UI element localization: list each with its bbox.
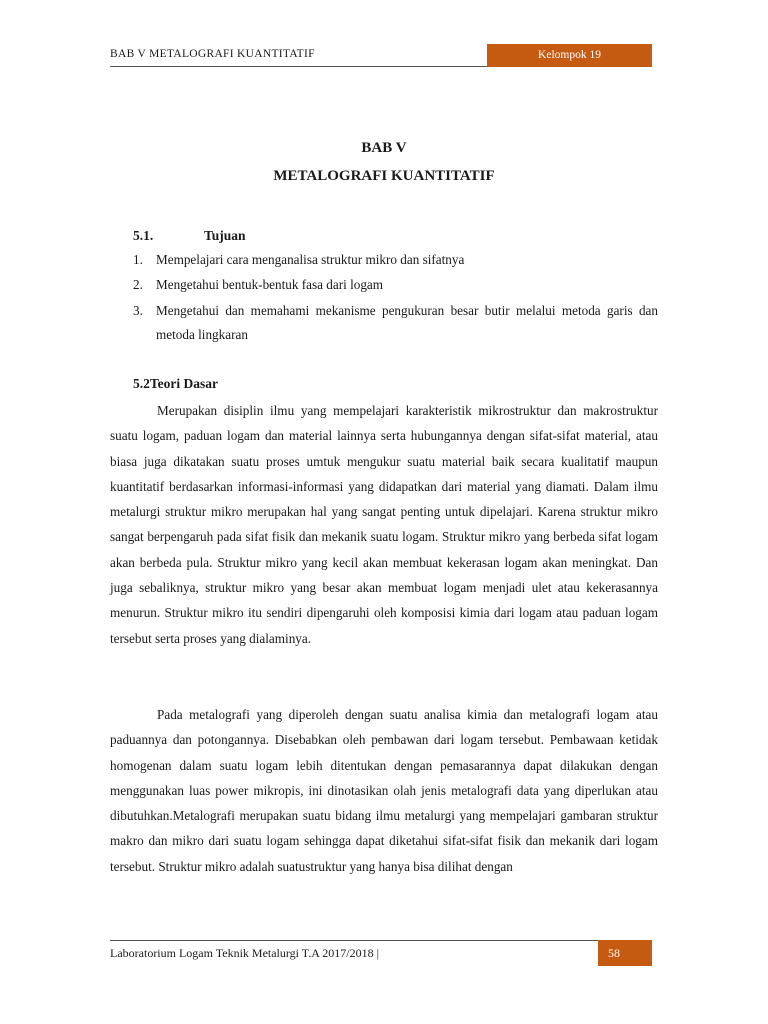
footer-divider [110,940,598,941]
chapter-number: BAB V [361,140,407,156]
page-header [110,44,652,68]
body-paragraph: Merupakan disiplin ilmu yang mempelajari karakteristik mikrostruktur dan makrostruktur suatu logam, paduan logam dan material lainnya serta hubungannya dengan sifat-sifat material, atau biasa juga dikatakan suatu proses umtuk mengukur suatu material baik secara kualitatif maupun kuantitatif berdasarkan informasi-informasi yang didapatkan dari material yang diamati. Dalam ilmu metalurgi struktur mikro merupakan hal yang sangat penting untuk dipelajari. Karena struktur mikro sangat berpengaruh pada sifat fisik dan mekanik suatu logam. Struktur mikro yang berbeda sifat logam akan berbeda pula. Struktur mikro yang kecil akan membuat kekerasan logam akan meningkat. Dan juga sebaliknya, struktur mikro yang besar akan membuat logam menjadi ulet atau kekerasannya menurun. Struktur mikro itu sendiri dipengaruhi oleh komposisi kimia dari logam atau paduan logam tersebut serta proses yang dialaminya. [110,403,658,646]
header-group-badge: Kelompok 19 [487,44,652,67]
footer-text: Laboratorium Logam Teknik Metalurgi T.A 2017/2018 | [110,946,379,960]
list-item-text: Mengetahui dan memahami mekanisme pengukuran besar butir melalui metoda garis dan metoda lingkaran [156,303,658,342]
page-footer [110,940,652,966]
section-title: Tujuan [204,228,246,243]
list-item-number: 3. [133,303,143,318]
list-item-number: 1. [133,252,143,267]
list-item-text: Mempelajari cara menganalisa struktur mikro dan sifatnya [156,252,465,267]
header-divider [110,66,487,67]
section-heading: 5.2Teori Dasar [133,376,218,391]
chapter-title: METALOGRAFI KUANTITATIF [273,168,495,184]
list-item-text: Mengetahui bentuk-bentuk fasa dari logam [156,277,384,292]
list-item-number: 2. [133,277,143,292]
body-paragraph: Pada metalografi yang diperoleh dengan suatu analisa kimia dan metalografi logam atau paduannya dan potongannya. Disebabkan oleh pembawan dari logam tersebut. Pembawaan ketidak homogenan dalam suatu logam lebih ditentukan dengan pemasarannya dapat dilakukan dengan menggunakan luas power mikropis, ini dinotasikan olah jenis metalografi data yang diperlukan atau dibutuhkan.Metalografi merupakan suatu bidang ilmu metalurgi yang mempelajari gambaran struktur makro dan mikro dari suatu logam sehingga dapat diketahui sifat-sifat fisik dan mekanik dari logam tersebut. Struktur mikro adalah suatustruktur yang hanya bisa dilihat dengan [110,707,658,874]
section-number: 5.1. [133,228,154,243]
page-number: 58 [598,940,652,966]
header-title: BAB V METALOGRAFI KUANTITATIF [110,48,315,60]
